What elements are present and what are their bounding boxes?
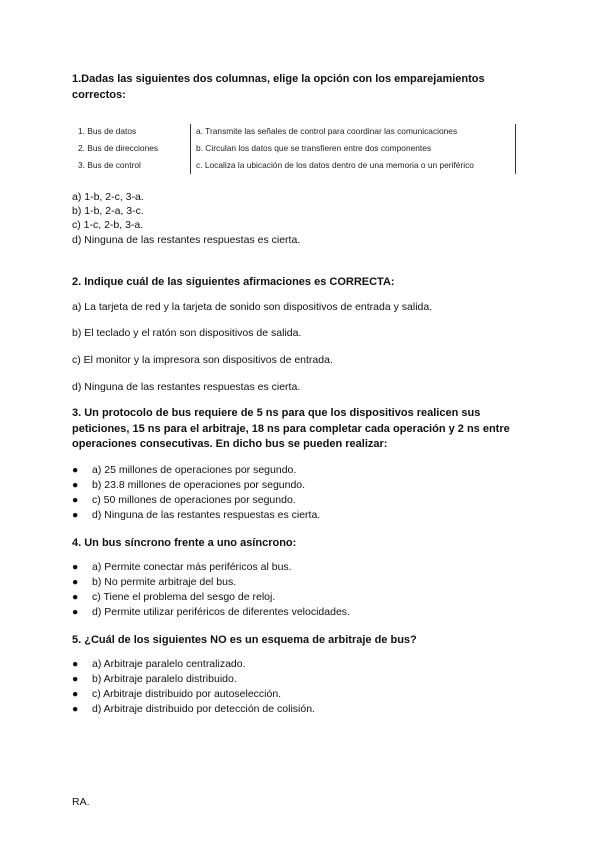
list-item [72,605,350,620]
q5-option-c: c) Arbitraje distribuido por autoselección. [92,688,282,700]
list-item [72,508,320,523]
bullet-icon: ● [72,591,79,603]
list-item [72,657,315,672]
q4-option-b: b) No permite arbitraje del bus. [92,576,237,588]
list-item [72,575,350,590]
q5-options-list [72,657,315,717]
question-4-title: 4. Un bus síncrono frente a uno asíncrono: [72,537,297,549]
matching-left-item: 2. Bus de direcciones [78,143,159,153]
bullet-icon: ● [72,703,79,715]
matching-left-item: 3. Bus de control [78,160,141,170]
list-item [72,590,350,605]
q1-option-c: c) 1-c, 2-b, 3-a. [72,219,144,231]
list-item [72,463,320,478]
footer-initials: RA. [72,796,90,808]
list-item [72,687,315,702]
bullet-icon: ● [72,494,79,506]
q2-option-a: a) La tarjeta de red y la tarjeta de sonido son dispositivos de entrada y salida. [72,301,433,313]
q3-options-list [72,463,320,523]
matching-right-item: c. Localiza la ubicación de los datos dentro de una memoria o un periférico [196,160,474,170]
bullet-icon: ● [72,688,79,700]
question-2-title: 2. Indique cuál de las siguientes afirmaciones es CORRECTA: [72,276,395,288]
q3-option-b: b) 23.8 millones de operaciones por segundo. [92,479,306,491]
bullet-icon: ● [72,576,79,588]
q4-option-a: a) Permite conectar más periféricos al bus. [92,561,292,573]
column-border-right [515,124,516,174]
matching-right-item: b. Circulan los datos que se transfieren entre dos componentes [196,143,432,153]
q1-option-b: b) 1-b, 2-a, 3-c. [72,205,144,217]
bullet-icon: ● [72,479,79,491]
bullet-icon: ● [72,464,79,476]
q2-option-d: d) Ninguna de las restantes respuestas es cierta. [72,381,301,393]
list-item [72,560,350,575]
q1-option-d: d) Ninguna de las restantes respuestas es cierta. [72,234,301,246]
q5-option-a: a) Arbitraje paralelo centralizado. [92,658,246,670]
bullet-icon: ● [72,561,79,573]
question-5-title: 5. ¿Cuál de los siguientes NO es un esquema de arbitraje de bus? [72,634,417,646]
list-item [72,493,320,508]
question-1-title: 1.Dadas las siguientes dos columnas, elige la opción con los emparejamientos correctos: [72,73,485,101]
q1-option-a: a) 1-b, 2-c, 3-a. [72,191,144,203]
q5-option-b: b) Arbitraje paralelo distribuido. [92,673,237,685]
matching-table [72,124,522,176]
q3-option-d: d) Ninguna de las restantes respuestas es cierta. [92,509,321,521]
list-item [72,672,315,687]
matching-left-column [78,124,158,175]
q5-option-d: d) Arbitraje distribuido por detección de colisión. [92,703,315,715]
column-divider [190,124,191,174]
q2-option-b: b) El teclado y el ratón son dispositivos de salida. [72,327,302,339]
bullet-icon: ● [72,606,79,618]
q3-option-c: c) 50 millones de operaciones por segundo. [92,494,296,506]
question-3-title: 3. Un protocolo de bus requiere de 5 ns para que los dispositivos realicen sus peticiones, 15 ns para el arbitraje, 18 ns para completar cada operación y 2 ns entre operaciones consecutivas. En dicho bus se pueden realizar: [72,407,510,450]
matching-right-item: a. Transmite las señales de control para coordinar las comunicaciones [196,126,458,136]
matching-right-column [196,124,474,175]
list-item [72,478,320,493]
q4-options-list [72,560,350,620]
bullet-icon: ● [72,658,79,670]
list-item [72,702,315,717]
bullet-icon: ● [72,509,79,521]
q2-option-c: c) El monitor y la impresora son dispositivos de entrada. [72,354,333,366]
bullet-icon: ● [72,673,79,685]
q4-option-d: d) Permite utilizar periféricos de diferentes velocidades. [92,606,350,618]
q3-option-a: a) 25 millones de operaciones por segundo. [92,464,297,476]
matching-left-item: 1. Bus de datos [78,126,137,136]
q4-option-c: c) Tiene el problema del sesgo de reloj. [92,591,276,603]
